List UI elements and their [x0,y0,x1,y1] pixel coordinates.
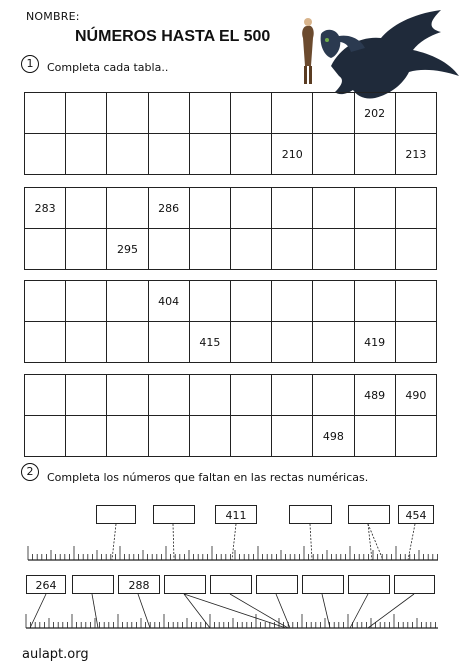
number-line-1-box[interactable]: 411 [215,505,257,524]
connector-lines-2 [30,594,414,628]
table-cell[interactable]: 283 [25,188,66,229]
number-line-1-box[interactable] [289,505,332,524]
number-line-1-box[interactable] [348,505,390,524]
number-line-1-box[interactable] [153,505,195,524]
page-title: NÚMEROS HASTA EL 500 [75,28,271,45]
number-line-2-box[interactable]: 288 [118,575,160,594]
number-line-2-box[interactable] [72,575,114,594]
footer-site: aulapt.org [22,647,89,662]
number-line-2-box[interactable]: 264 [26,575,66,594]
number-line-2-box[interactable] [394,575,435,594]
number-line-2-box[interactable] [164,575,206,594]
table-cell[interactable]: 286 [148,188,189,229]
section-2-instruction: Completa los números que faltan en las rectas numéricas. [47,471,369,484]
number-line-2-box[interactable] [256,575,298,594]
name-label: NOMBRE: [26,10,80,23]
table-cell[interactable]: 213 [395,134,436,175]
number-line-1-box[interactable]: 454 [398,505,434,524]
table-cell[interactable]: 295 [107,229,148,270]
section-1-instruction: Completa cada tabla.. [47,61,169,74]
table-cell[interactable]: 404 [148,281,189,322]
number-line-2-box[interactable] [210,575,252,594]
number-line-2-box[interactable] [302,575,344,594]
section-1-number: 1 [21,55,39,73]
number-line-2-box[interactable] [348,575,390,594]
table-cell[interactable]: 415 [189,322,230,363]
number-line-2 [26,614,438,628]
table-cell[interactable]: 498 [313,416,354,457]
table-cell[interactable]: 489 [354,375,395,416]
table-cell[interactable]: 210 [272,134,313,175]
table-cell[interactable]: 490 [395,375,436,416]
section-2-number: 2 [21,463,39,481]
table-cell[interactable]: 419 [354,322,395,363]
connector-lines-1 [112,524,415,560]
number-line-1-box[interactable] [96,505,136,524]
table-cell[interactable]: 202 [354,93,395,134]
